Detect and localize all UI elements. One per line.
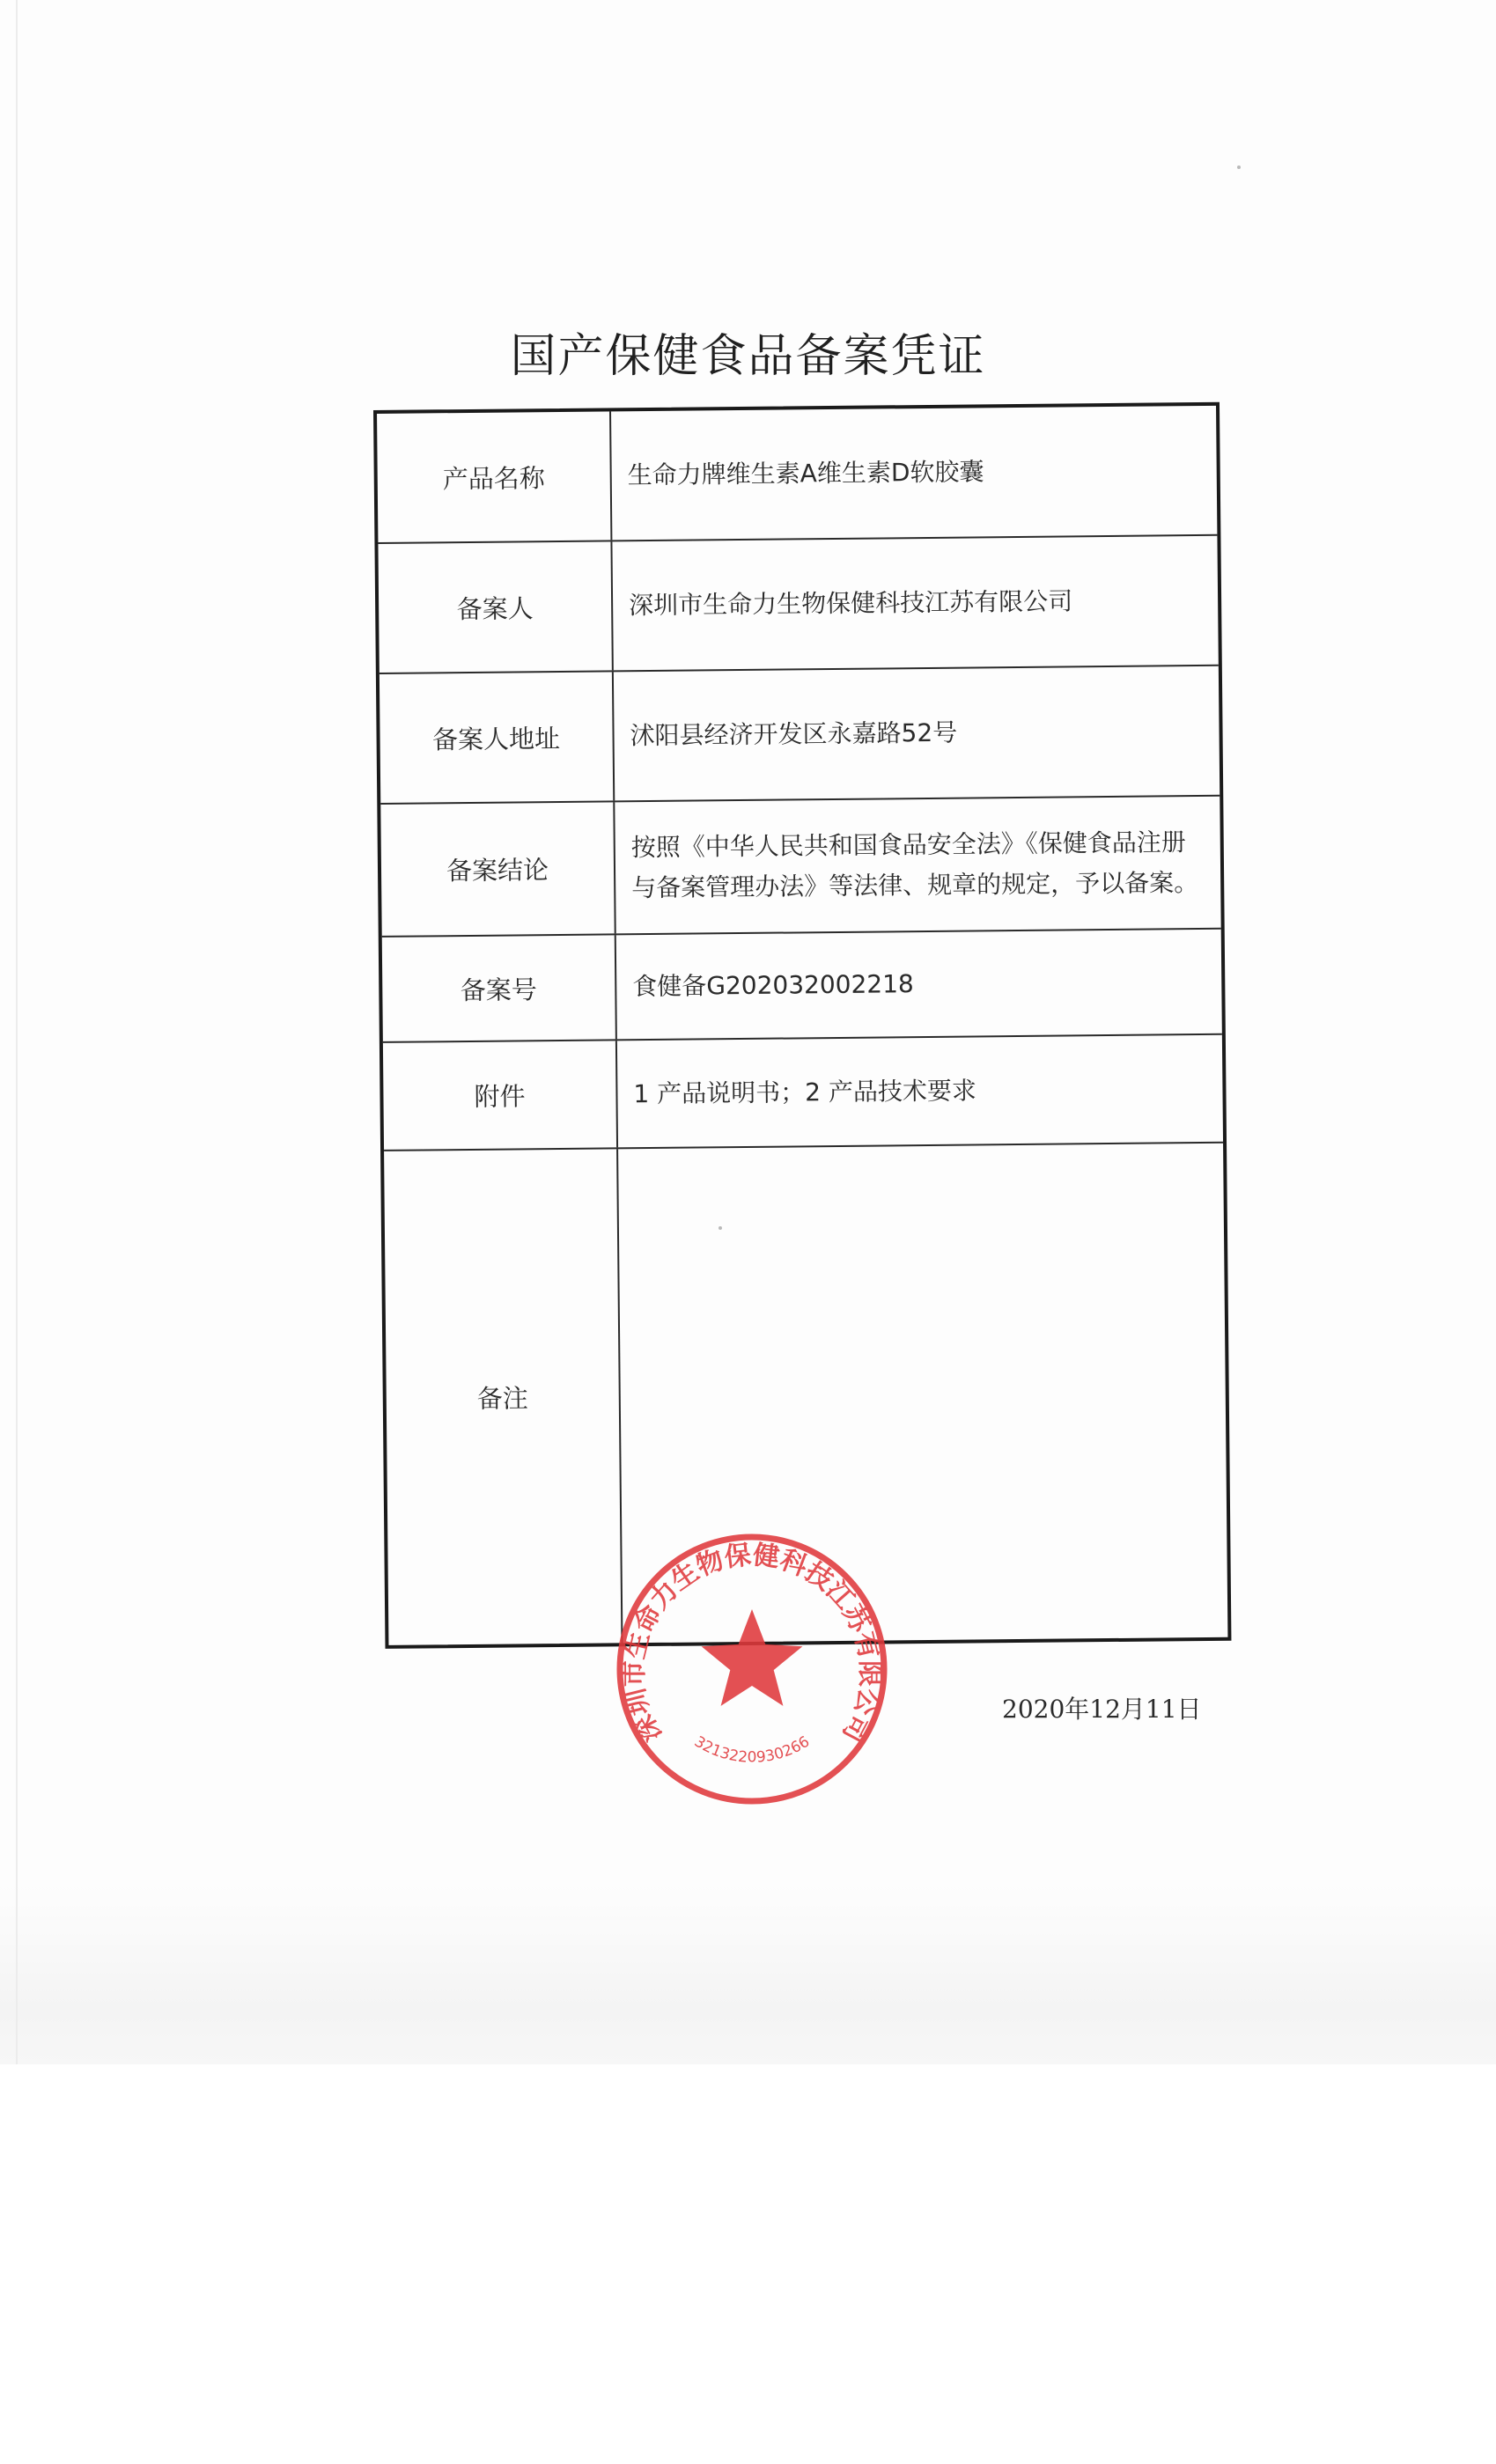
label-filing-conclusion: 备案结论 xyxy=(380,802,615,936)
scan-speck xyxy=(1237,165,1241,169)
scan-shadow xyxy=(0,1884,1496,2064)
seal-number-text: 3213220930266 xyxy=(690,1732,814,1767)
value-filing-conclusion xyxy=(615,797,1220,934)
conclusion-line-1: 按照《中华人民共和国食品安全法》《保健食品注册 xyxy=(630,827,1186,862)
document-title: 国产保健食品备案凭证 xyxy=(510,330,986,383)
value-filer: 深圳市生命力生物保健科技江苏有限公司 xyxy=(628,586,1073,621)
label-filer: 备案人 xyxy=(378,541,613,673)
row-filing-number xyxy=(382,930,1222,1043)
label-attachments: 附件 xyxy=(383,1041,618,1150)
seal-company-text: 深圳市生命力生物保健科技江苏有限公司 xyxy=(618,1539,886,1747)
conclusion-line-2: 与备案管理办法》等法律、规章的规定，予以备案。 xyxy=(631,867,1199,902)
label-remarks: 备注 xyxy=(384,1149,623,1645)
label-filing-number: 备案号 xyxy=(382,935,617,1041)
seal-star-icon xyxy=(702,1609,803,1706)
value-product-name: 生命力牌维生素A维生素D软胶囊 xyxy=(627,457,984,490)
row-filer xyxy=(378,536,1218,674)
row-attachments xyxy=(383,1035,1223,1151)
certificate-table xyxy=(373,402,1231,1649)
label-filer-address: 备案人地址 xyxy=(380,672,615,803)
row-filer-address xyxy=(380,666,1220,805)
row-filing-conclusion xyxy=(380,797,1220,938)
value-filing-number: 食健备G202032002218 xyxy=(632,969,914,1002)
row-product-name xyxy=(377,406,1217,544)
company-seal xyxy=(611,1528,893,1810)
scan-edge-line xyxy=(16,0,18,2064)
issue-date: 2020年12月11日 xyxy=(1002,1695,1202,1724)
value-filer-address: 沭阳县经济开发区永嘉路52号 xyxy=(630,717,958,751)
value-attachments: 1 产品说明书；2 产品技术要求 xyxy=(633,1075,977,1108)
label-product-name: 产品名称 xyxy=(377,411,612,542)
